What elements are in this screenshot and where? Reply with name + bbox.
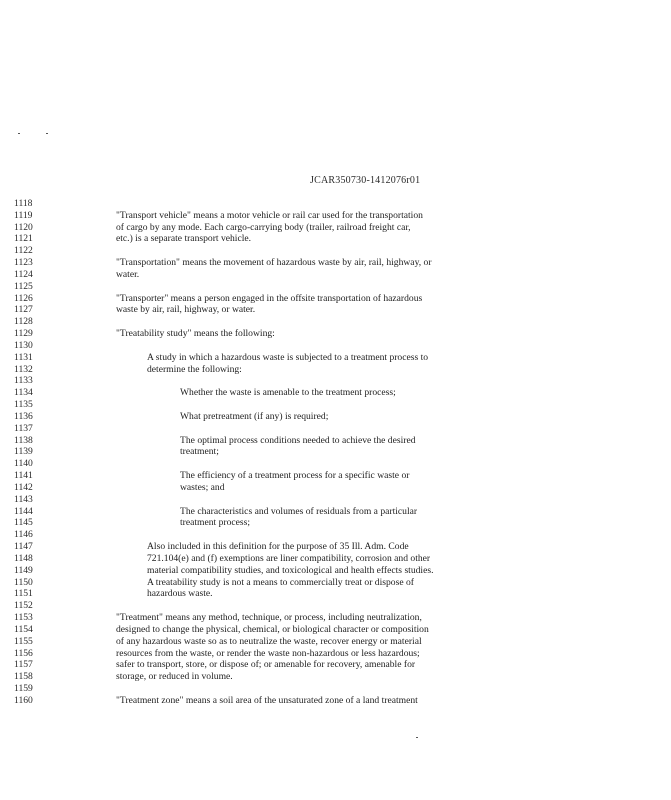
- scan-speck: [416, 737, 418, 738]
- line-number: 1146: [14, 529, 33, 541]
- line-text: Whether the waste is amenable to the treatment process;: [180, 387, 396, 399]
- line-number: 1137: [14, 422, 33, 434]
- line-number: 1157: [14, 659, 33, 671]
- line-text: Also included in this definition for the purpose of 35 Ill. Adm. Code: [147, 541, 409, 553]
- scan-speck: [18, 133, 20, 134]
- line-number: 1123: [14, 257, 33, 269]
- line-text: The characteristics and volumes of residuals from a particular: [180, 505, 418, 517]
- line-number: 1129: [14, 328, 33, 340]
- line-text: determine the following:: [147, 363, 242, 375]
- line-number: 1158: [14, 671, 33, 683]
- line-text: A treatability study is not a means to commercially treat or dispose of: [147, 576, 414, 588]
- line-text: "Transportation" means the movement of hazardous waste by air, rail, highway, or: [116, 257, 432, 269]
- line-number: 1127: [14, 304, 33, 316]
- line-number: 1147: [14, 541, 33, 553]
- line-text: hazardous waste.: [147, 588, 213, 600]
- line-number: 1131: [14, 351, 33, 363]
- line-number: 1132: [14, 363, 33, 375]
- line-text: of any hazardous waste so as to neutralize the waste, recover energy or material: [116, 635, 422, 647]
- line-number: 1154: [14, 623, 33, 635]
- line-number: 1126: [14, 292, 33, 304]
- line-text: treatment process;: [180, 517, 251, 529]
- document-header-code: JCAR350730-1412076r01: [310, 175, 421, 186]
- line-number: 1122: [14, 245, 33, 257]
- line-text: 721.104(e) and (f) exemptions are liner compatibility, corrosion and other: [147, 552, 431, 564]
- line-number: 1142: [14, 481, 33, 493]
- line-number: 1148: [14, 552, 33, 564]
- line-number: 1134: [14, 387, 33, 399]
- line-number: 1140: [14, 458, 33, 470]
- line-number: 1133: [14, 375, 33, 387]
- line-number: 1136: [14, 410, 33, 422]
- line-number: 1144: [14, 505, 33, 517]
- line-text: "Treatment" means any method, technique, or process, including neutralization,: [116, 612, 422, 624]
- line-text: What pretreatment (if any) is required;: [180, 410, 329, 422]
- line-text: storage, or reduced in volume.: [116, 671, 233, 683]
- line-number: 1121: [14, 233, 33, 245]
- line-number: 1152: [14, 600, 33, 612]
- line-number: 1120: [14, 221, 33, 233]
- line-text: treatment;: [180, 446, 219, 458]
- line-number: 1159: [14, 683, 33, 695]
- line-text: The efficiency of a treatment process for a specific waste or: [180, 470, 410, 482]
- line-text: "Treatment zone" means a soil area of the unsaturated zone of a land treatment: [116, 694, 418, 706]
- scan-speck: [46, 133, 48, 134]
- line-text: water.: [116, 268, 140, 280]
- line-text: safer to transport, store, or dispose of; or amenable for recovery, amenable for: [116, 659, 416, 671]
- line-text: material compatibility studies, and toxicological and health effects studies.: [147, 564, 434, 576]
- line-text: "Transport vehicle" means a motor vehicle or rail car used for the transportation: [116, 209, 423, 221]
- line-number: 1149: [14, 564, 33, 576]
- line-number: 1150: [14, 576, 33, 588]
- line-number: 1139: [14, 446, 33, 458]
- line-number: 1141: [14, 470, 33, 482]
- line-text: "Treatability study" means the following:: [116, 328, 275, 340]
- line-number: 1143: [14, 493, 33, 505]
- line-number: 1145: [14, 517, 33, 529]
- line-number: 1138: [14, 434, 33, 446]
- line-text: resources from the waste, or render the waste non-hazardous or less hazardous;: [116, 647, 420, 659]
- line-number: 1124: [14, 268, 33, 280]
- line-number: 1130: [14, 339, 33, 351]
- line-number: 1128: [14, 316, 33, 328]
- line-number: 1151: [14, 588, 33, 600]
- line-number: 1155: [14, 635, 33, 647]
- line-number: 1118: [14, 198, 33, 209]
- line-number: 1135: [14, 399, 33, 411]
- line-text: wastes; and: [180, 481, 225, 493]
- line-number: 1153: [14, 612, 33, 624]
- line-text: of cargo by any mode. Each cargo-carrying body (trailer, railroad freight car,: [116, 221, 411, 233]
- line-text: etc.) is a separate transport vehicle.: [116, 233, 252, 245]
- line-text: designed to change the physical, chemical, or biological character or composition: [116, 623, 429, 635]
- line-number: 1160: [14, 694, 33, 706]
- line-text: The optimal process conditions needed to achieve the desired: [180, 434, 416, 446]
- line-text: waste by air, rail, highway, or water.: [116, 304, 256, 316]
- line-text: A study in which a hazardous waste is subjected to a treatment process to: [147, 351, 429, 363]
- line-number: 1156: [14, 647, 33, 659]
- line-number: 1119: [14, 209, 33, 221]
- line-number: 1125: [14, 280, 33, 292]
- line-text: "Transporter" means a person engaged in the offsite transportation of hazardous: [116, 292, 423, 304]
